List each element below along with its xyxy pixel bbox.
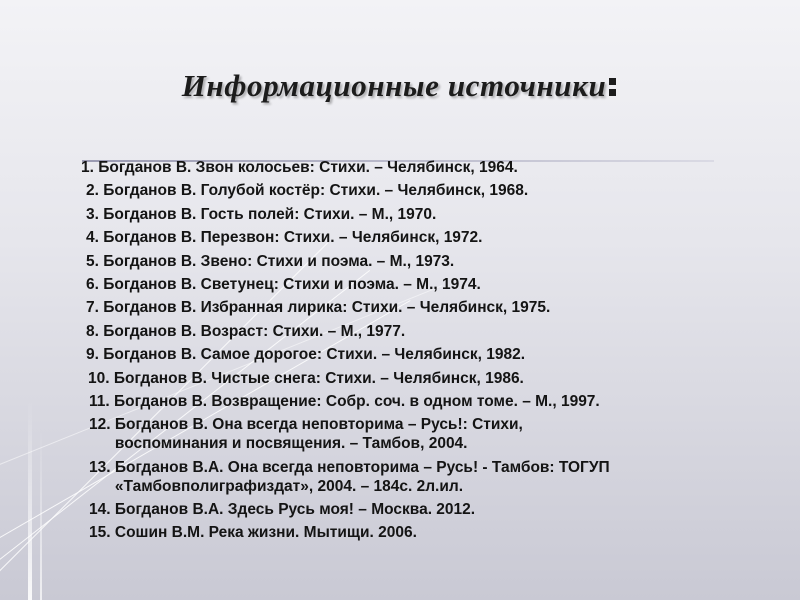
list-item-text: Богданов В. Она всегда неповторима – Русь!: Стихи, воспоминания и посвящения. – Тамбов, 2004. [114, 416, 523, 453]
list-item-text: Богданов В.А. Она всегда неповторима – Русь! - Тамбов: ТОГУП «Тамбовполиграфиздат», 2004. – 184с. 2л.ил. [114, 458, 610, 495]
decorative-pillar [28, 400, 32, 600]
list-item-number: 14. [89, 501, 111, 519]
list-item-text: Богданов В. Возраст: Стихи. – М., 1977. [103, 322, 406, 340]
list-item-text: Богданов В. Звон колосьев: Стихи. – Челябинск, 1964. [98, 159, 518, 176]
square-colon-icon [608, 71, 618, 94]
list-item-number: 5. [86, 252, 99, 270]
list-item [78, 322, 778, 341]
list-item [78, 228, 778, 247]
slide-title-text: Информационные источники [181, 68, 607, 103]
list-item-number: 6. [86, 275, 99, 293]
list-item-number: 7. [86, 299, 99, 317]
list-item-text: Богданов В. Гость полей: Стихи. – М., 1970. [103, 205, 437, 223]
list-item-text: Богданов В.А. Здесь Русь моя! – Москва. 2012. [114, 501, 476, 519]
list-item [78, 523, 778, 542]
sources-list [78, 158, 778, 547]
list-item [78, 500, 778, 519]
list-item [78, 415, 778, 453]
list-item-number: 8. [86, 322, 99, 340]
list-item-number: 15. [89, 524, 111, 542]
list-item [78, 252, 778, 271]
decorative-pillar [40, 430, 42, 600]
list-item [78, 458, 778, 496]
list-item [78, 205, 778, 224]
list-item-number: 11. [89, 392, 110, 410]
list-item [78, 298, 778, 317]
list-item [78, 345, 778, 364]
list-item-text: Богданов В. Звено: Стихи и поэма. – М., 1973. [103, 252, 455, 270]
list-item [78, 158, 778, 177]
list-item-text: Богданов В. Голубой костёр: Стихи. – Челябинск, 1968. [103, 182, 529, 200]
list-item-number: 9. [86, 346, 99, 364]
list-item-text: Богданов В. Перезвон: Стихи. – Челябинск, 1972. [103, 229, 483, 247]
list-item-text: Богданов В. Чистые снега: Стихи. – Челябинск, 1986. [113, 369, 524, 387]
list-item-number: 12. [89, 416, 111, 434]
list-item-number: 13. [89, 458, 111, 476]
list-item-text: Богданов В. Возвращение: Собр. соч. в одном томе. – М., 1997. [114, 392, 600, 410]
list-item-text: Богданов В. Самое дорогое: Стихи. – Челябинск, 1982. [103, 346, 526, 364]
list-item-number: 2. [86, 182, 99, 200]
list-item [78, 392, 778, 411]
list-item [78, 275, 778, 294]
list-item [78, 369, 778, 388]
list-item-text: Богданов В. Избранная лирика: Стихи. – Челябинск, 1975. [103, 299, 551, 317]
slide-title [0, 68, 800, 104]
list-item-text: Богданов В. Светунец: Стихи и поэма. – М., 1974. [103, 275, 481, 293]
list-item-text: Сошин В.М. Река жизни. Мытищи. 2006. [114, 524, 417, 542]
list-item-number: 1. [81, 159, 94, 176]
list-item-number: 10. [88, 369, 110, 387]
list-item [78, 181, 778, 200]
list-item-number: 3. [86, 205, 99, 223]
list-item-number: 4. [86, 229, 99, 247]
